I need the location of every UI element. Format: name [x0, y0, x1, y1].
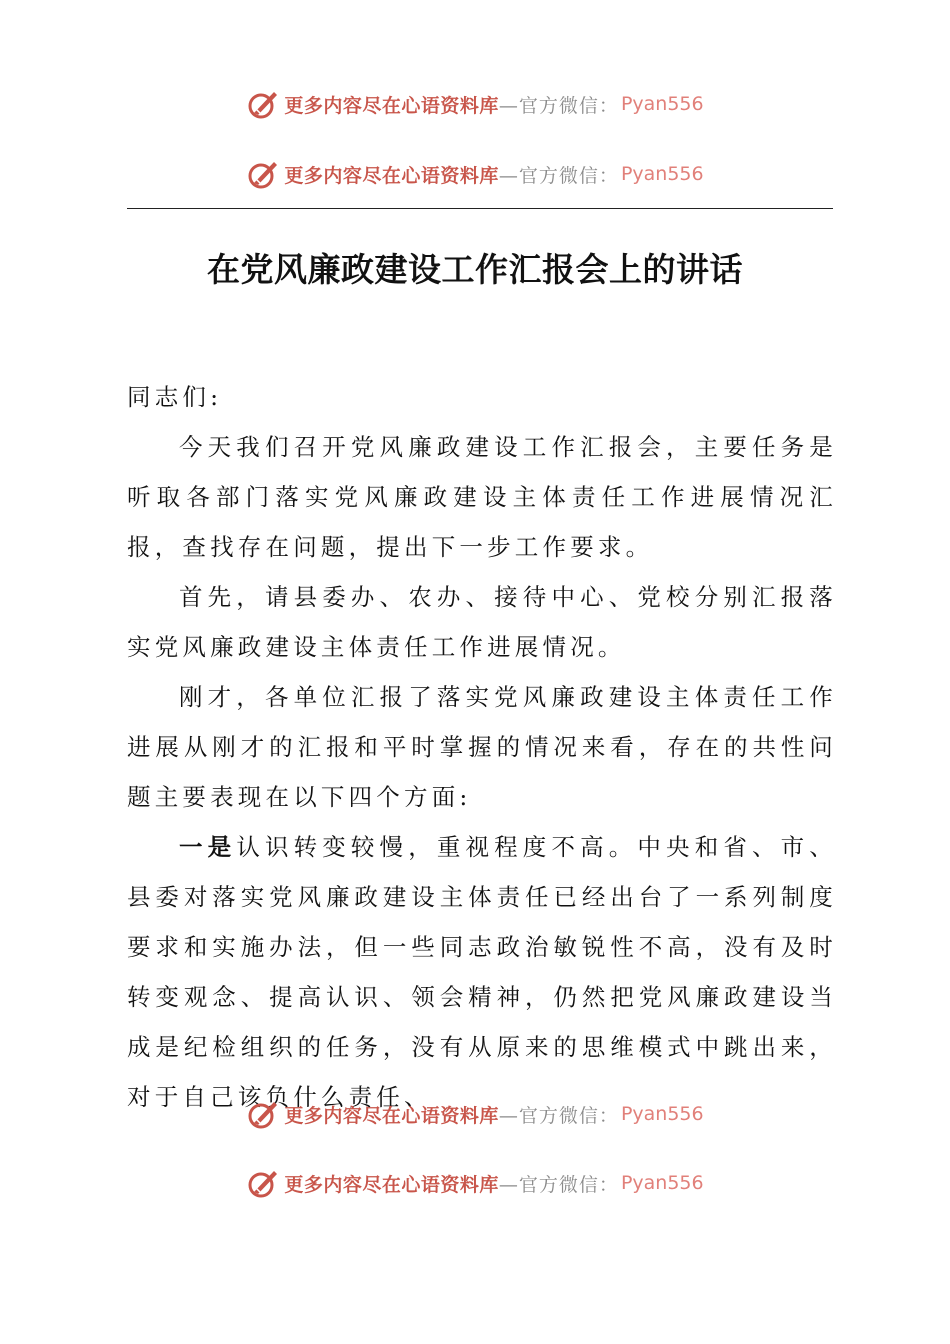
paragraph-3: 刚才，各单位汇报了落实党风廉政建设主体责任工作进展从刚才的汇报和平时掌握的情况来看，存在的共性问题主要表现在以下四个方面:	[127, 683, 837, 811]
banner-wechat-id: Pyan556	[620, 163, 704, 185]
banner-wechat-label: —官方微信：	[498, 1104, 619, 1127]
point-1-text: 认识转变较慢，重视程度不高。中央和省、市、县委对落实党风廉政建设主体责任已经出台了一系列制度要求和实施办法，但一些同志政治敏锐性不高，没有及时转变观念、提高认识、领会精神，仍然把党风廉政建设当成是纪检组织的任务，没有从原来的思维模式中跳出来，对于自己该负什么责任、	[127, 833, 838, 1111]
paragraph-point-1	[127, 822, 837, 1122]
point-1-lead: 一是	[179, 833, 237, 861]
salutation: 同志们:	[127, 383, 223, 411]
banner-wechat-label: —官方微信：	[498, 1173, 619, 1196]
banner-wechat-id: Pyan556	[620, 1172, 704, 1194]
banner-library-text: 更多内容尽在心语资料库	[284, 1104, 499, 1127]
document-body	[127, 372, 837, 1122]
quill-logo-icon	[246, 1166, 280, 1200]
banner-library-text: 更多内容尽在心语资料库	[284, 1173, 499, 1196]
banner-library-text: 更多内容尽在心语资料库	[284, 94, 499, 117]
quill-logo-icon	[246, 87, 280, 121]
footer-watermark-banner-1	[0, 1094, 950, 1134]
page-title: 在党风廉政建设工作汇报会上的讲话	[207, 250, 743, 289]
header-watermark-banner-1	[0, 84, 950, 124]
quill-logo-icon	[246, 1097, 280, 1131]
quill-logo-icon	[246, 157, 280, 191]
paragraph-1: 今天我们召开党风廉政建设工作汇报会，主要任务是听取各部门落实党风廉政建设主体责任工作进展情况汇报，查找存在问题，提出下一步工作要求。	[127, 433, 837, 561]
banner-wechat-label: —官方微信：	[498, 94, 619, 117]
header-divider	[127, 208, 833, 209]
banner-wechat-id: Pyan556	[620, 1103, 704, 1125]
banner-wechat-id: Pyan556	[620, 93, 704, 115]
footer-watermark-banner-2	[0, 1163, 950, 1203]
banner-library-text: 更多内容尽在心语资料库	[284, 164, 499, 187]
paragraph-2: 首先，请县委办、农办、接待中心、党校分别汇报落实党风廉政建设主体责任工作进展情况。	[127, 583, 837, 661]
banner-wechat-label: —官方微信：	[498, 164, 619, 187]
header-watermark-banner-2	[0, 154, 950, 194]
